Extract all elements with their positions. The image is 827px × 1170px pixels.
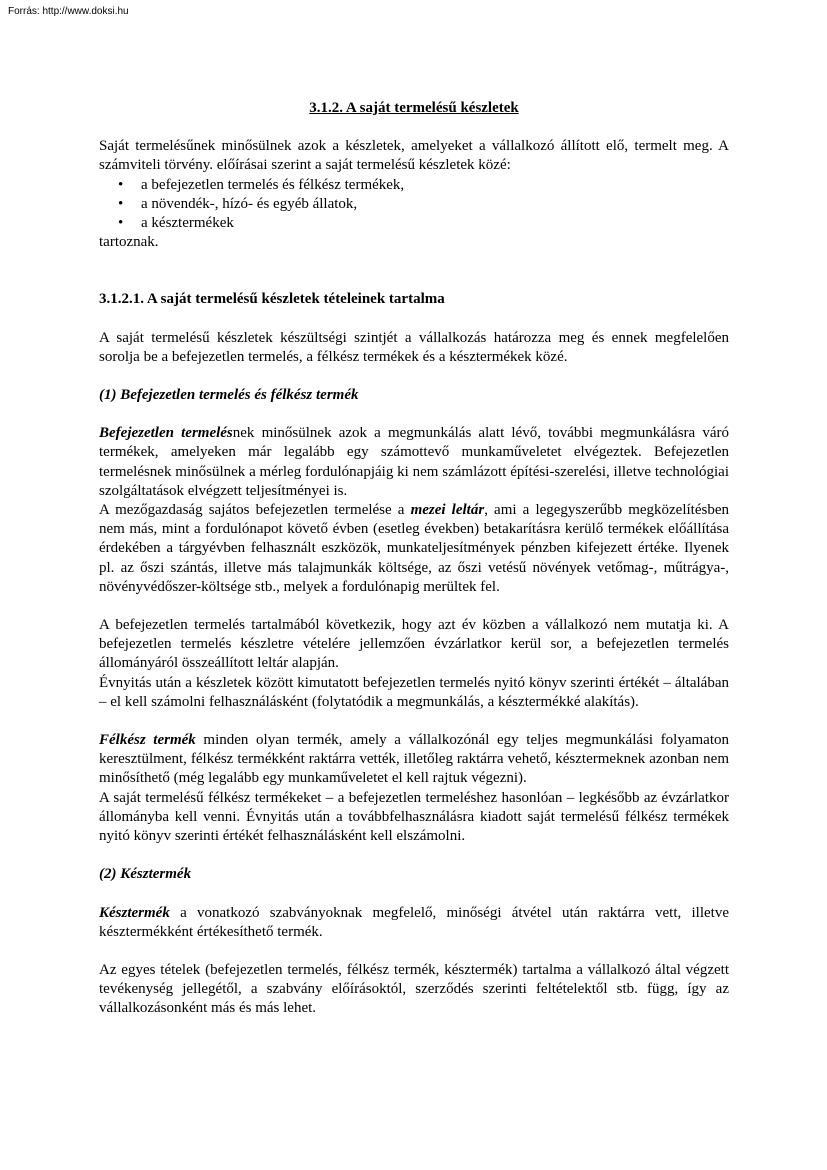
part1-paragraph-2: A mezőgazdaság sajátos befejezetlen termelése a mezei leltár, ami a legegyszerűbb megközelítésben nem más, mint a fordulónapot követő évben (esetleg években) betakarításra kerülő termékek előállítása érdekében a tárgyévben felhasznált eszközök, munkateljesítmények pénzben kifejezett értéke. Ilyenek pl. az őszi szántás, illetve más talajmunkák költsége, az őszi vetésű növények vetőmag-, műtrágya-, növényvédőszer-költsége stb., melyek a fordulónapig merültek fel.: [99, 502, 729, 595]
part1-paragraph-5: Félkész termék minden olyan termék, amely a vállalkozónál egy teljes megmunkálási folyamaton keresztülment, félkész termékként raktárra vették, illetőleg raktárra vehető, késztermeknek azonban nem minősíthető (még legalább egy munkaműveletet el kell rajtuk végezni).: [99, 732, 729, 787]
intro-bullet-list: [99, 176, 729, 234]
section-intro: A saját termelésű készletek készültségi szintjét a vállalkozás határozza meg és ennek megfelelően sorolja be a befejezetlen termelés, a félkész termékek és a késztermékek közé.: [99, 329, 729, 365]
list-item: • a növendék-, hízó- és egyéb állatok,: [99, 195, 729, 214]
part1-paragraph-6: A saját termelésű félkész termékeket – a befejezetlen termeléshez hasonlóan – legkésőbb az évzárlatkor állományba kell venni. Évnyitás után a továbbfelhasználásra kiadott saját termelésű félkész termékek nyitó könyv szerinti értékét felhasználásként kell elszámolni.: [99, 789, 729, 845]
part2-paragraph-1: Késztermék a vonatkozó szabványoknak megfelelő, minőségi átvétel után raktárra vett, illetve késztermékként értékesíthető termék.: [99, 904, 729, 940]
part1-paragraph-4: Évnyitás után a készletek között kimutatott befejezetlen termelés nyitó könyv szerinti értékét – általában – el kell számolni felhasználásként (folytatódik a megmunkálás, a késztermékké alakítás).: [99, 674, 729, 710]
term-befejezetlen-termeles: Befejezetlen termelés: [99, 425, 233, 442]
term-felkesz-termek: Félkész termék: [99, 732, 196, 749]
term-mezei-leltar: mezei leltár: [410, 502, 485, 519]
part1-paragraph-1: Befejezetlen termelésnek minősülnek azok a megmunkálás alatt lévő, további megmunkálásra váró termékek, amelyeken már legalább egy számottevő munkaműveletet elvégeztek. Befejezetlen termelésnek minősülnek a mérleg fordulónapjáig ki nem számlázott építési-szerelési, illetve technológiai szolgáltatások elvégzett teljesítményei is.: [99, 425, 729, 499]
intro-paragraph: Saját termelésűnek minősülnek azok a készletek, amelyeket a vállalkozó állított elő, termelt meg. A számviteli törvény. előírásai szerint a saját termelésű készletek közé:: [99, 138, 729, 174]
part1-paragraph-3: A befejezetlen termelés tartalmából következik, hogy azt év közben a vállalkozó nem mutatja ki. A befejezetlen termelés készletre vételére jellemzően évzárlatkor kerül sor, a befejezetlen termelés állományáról összeállított leltár alapján.: [99, 617, 729, 672]
part1-heading: (1) Befejezetlen termelés és félkész termék: [99, 387, 359, 404]
section-heading: 3.1.2.1. A saját termelésű készletek tételeinek tartalma: [99, 291, 445, 308]
intro-closing: tartoznak.: [99, 234, 159, 251]
list-item: • a késztermékek: [99, 214, 729, 233]
page-title: 3.1.2. A saját termelésű készletek: [309, 100, 519, 116]
document-page: [99, 99, 729, 1019]
term-kesztermek: Késztermék: [99, 904, 170, 921]
source-label: Forrás: http://www.doksi.hu: [8, 6, 129, 17]
part2-heading: (2) Késztermék: [99, 866, 192, 883]
part2-paragraph-2: Az egyes tételek (befejezetlen termelés, félkész termék, késztermék) tartalma a vállalkozó által végzett tevékenység jellegétől, a szabvány előírásoktól, szerződés szerinti feltételektől stb. függ, így az vállalkozásonként más és más lehet.: [99, 961, 729, 1017]
list-item: • a befejezetlen termelés és félkész termékek,: [99, 176, 729, 195]
